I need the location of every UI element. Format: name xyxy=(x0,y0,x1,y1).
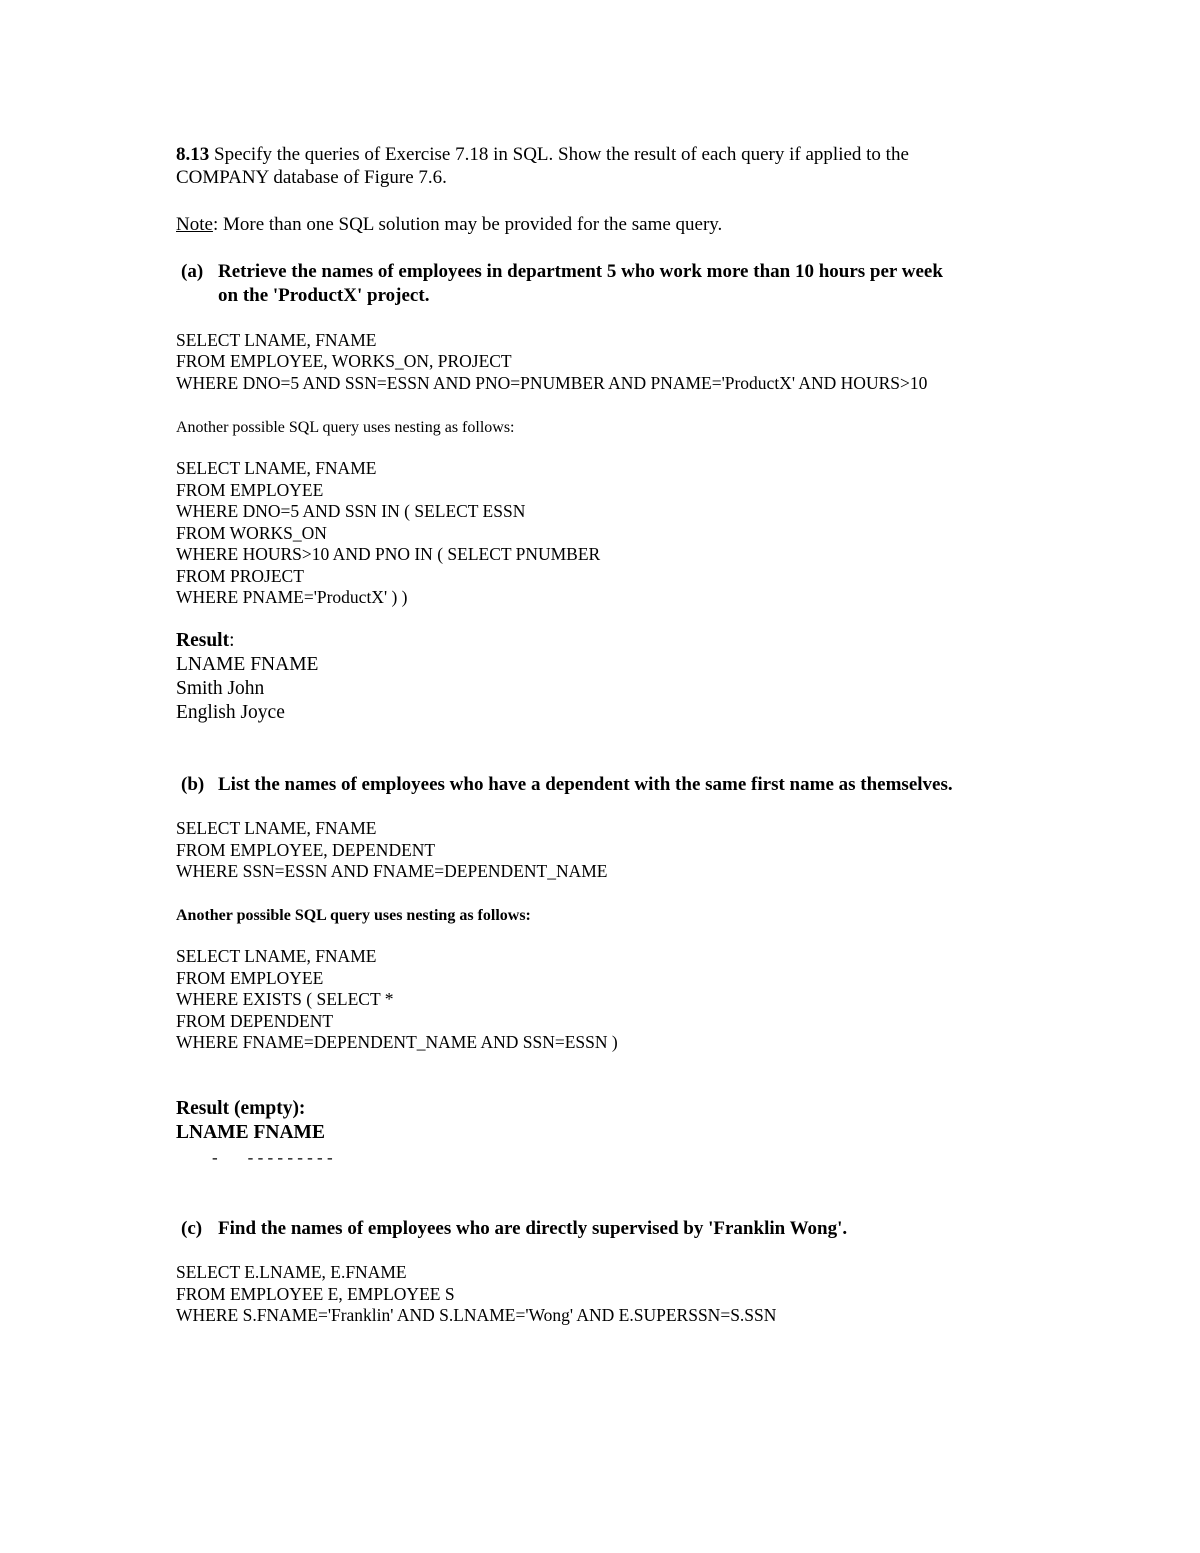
question-c-label: (c) xyxy=(181,1218,203,1239)
question-c-text: Find the names of employees who are directly supervised by 'Franklin Wong'. xyxy=(218,1218,848,1239)
alt-query-note-b: Another possible SQL query uses nesting as follows: xyxy=(176,907,531,924)
result-b-dash-2: - - - - - - - - - xyxy=(247,1148,333,1167)
note-line xyxy=(176,215,722,234)
sql-a1-line-1: SELECT LNAME, FNAME xyxy=(176,330,377,350)
result-a-label: Result xyxy=(176,630,230,651)
sql-b2-line-3: WHERE EXISTS ( SELECT * xyxy=(176,989,394,1009)
sql-a2-line-1: SELECT LNAME, FNAME xyxy=(176,458,377,478)
exercise-number: 8.13 xyxy=(176,144,210,165)
sql-a2-line-3: WHERE DNO=5 AND SSN IN ( SELECT ESSN xyxy=(176,501,526,521)
question-b-label: (b) xyxy=(181,774,205,795)
sql-b1-line-1: SELECT LNAME, FNAME xyxy=(176,818,377,838)
sql-b2-line-4: FROM DEPENDENT xyxy=(176,1011,334,1031)
sql-a2-line-4: FROM WORKS_ON xyxy=(176,523,327,543)
result-a-row-1: Smith John xyxy=(176,678,265,699)
note-text: : More than one SQL solution may be provided for the same query. xyxy=(212,214,723,235)
result-b-header: LNAME FNAME xyxy=(176,1122,325,1143)
result-a-row-2: English Joyce xyxy=(176,702,285,723)
result-b-empty-row xyxy=(212,1149,333,1166)
question-a-line2: on the 'ProductX' project. xyxy=(218,285,430,306)
exercise-intro-line1 xyxy=(176,145,909,164)
sql-a2-line-5: WHERE HOURS>10 AND PNO IN ( SELECT PNUMBER xyxy=(176,544,601,564)
sql-b2-line-5: WHERE FNAME=DEPENDENT_NAME AND SSN=ESSN ) xyxy=(176,1032,618,1052)
alt-query-note-a: Another possible SQL query uses nesting as follows: xyxy=(176,419,515,436)
sql-b2-line-1: SELECT LNAME, FNAME xyxy=(176,946,377,966)
question-a-text1: Retrieve the names of employees in department 5 who work more than 10 hours per week xyxy=(218,261,943,282)
question-b-line xyxy=(181,775,953,794)
sql-c1-line-3: WHERE S.FNAME='Franklin' AND S.LNAME='Wong' AND E.SUPERSSN=S.SSN xyxy=(176,1305,777,1325)
sql-a2-line-2: FROM EMPLOYEE xyxy=(176,480,324,500)
sql-c1-line-2: FROM EMPLOYEE E, EMPLOYEE S xyxy=(176,1284,455,1304)
sql-a1-line-2: FROM EMPLOYEE, WORKS_ON, PROJECT xyxy=(176,351,512,371)
question-a-label: (a) xyxy=(181,261,204,282)
sql-a2-line-6: FROM PROJECT xyxy=(176,566,304,586)
note-label: Note xyxy=(176,214,213,235)
result-a-colon: : xyxy=(229,630,235,651)
exercise-intro-line2: COMPANY database of Figure 7.6. xyxy=(176,167,447,188)
sql-c1-line-1: SELECT E.LNAME, E.FNAME xyxy=(176,1262,407,1282)
question-b-text: List the names of employees who have a dependent with the same first name as themselves. xyxy=(218,774,953,795)
sql-a1-line-3: WHERE DNO=5 AND SSN=ESSN AND PNO=PNUMBER AND PNAME='ProductX' AND HOURS>10 xyxy=(176,373,928,393)
sql-b1-line-3: WHERE SSN=ESSN AND FNAME=DEPENDENT_NAME xyxy=(176,861,608,881)
question-a-line1 xyxy=(181,262,943,281)
result-a-label-line xyxy=(176,631,235,651)
result-b-dash-1: - xyxy=(212,1148,218,1167)
result-b-label: Result (empty): xyxy=(176,1098,306,1119)
question-c-line xyxy=(181,1219,847,1238)
sql-b1-line-2: FROM EMPLOYEE, DEPENDENT xyxy=(176,840,436,860)
sql-a2-line-7: WHERE PNAME='ProductX' ) ) xyxy=(176,587,408,607)
exercise-intro-text1: Specify the queries of Exercise 7.18 in SQL. Show the result of each query if applied to the xyxy=(209,144,909,165)
result-a-header: LNAME FNAME xyxy=(176,654,319,675)
sql-b2-line-2: FROM EMPLOYEE xyxy=(176,968,324,988)
